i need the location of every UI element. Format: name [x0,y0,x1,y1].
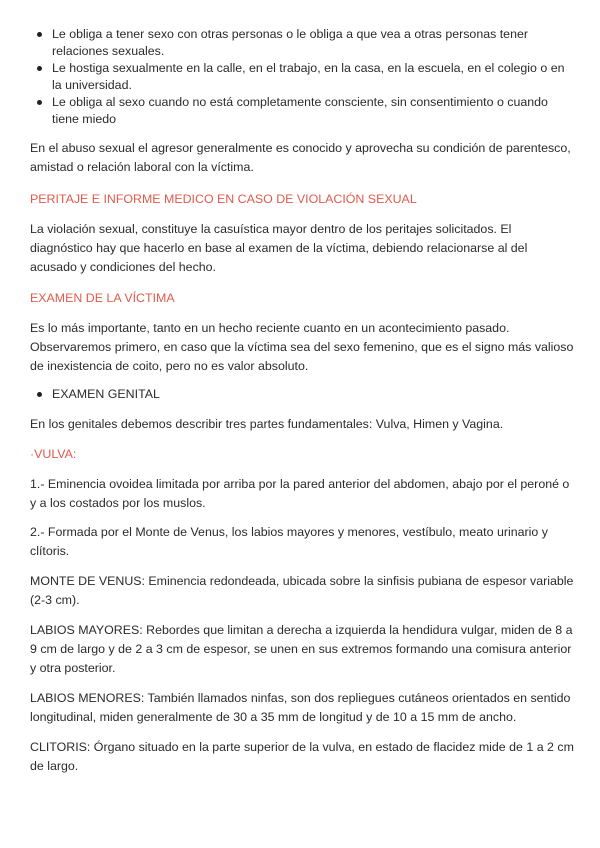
paragraph-2: 2.- Formada por el Monte de Venus, los labios mayores y menores, vestíbulo, meato urinario y clítoris. [30,525,548,558]
paragraph-importante: Es lo más importante, tanto en un hecho reciente cuanto en un acontecimiento pasado. Observaremos primero, en caso que la víctima sea del sexo femenino, que es el signo más valioso de inexistencia de coito, pero no es valor absoluto. [30,321,574,373]
paragraph-monte-venus: MONTE DE VENUS: Eminencia redondeada, ubicada sobre la sinfisis pubiana de espesor variable (2-3 cm). [30,574,574,607]
heading-examen-victima: EXAMEN DE LA VÍCTIMA [30,291,175,305]
top-bullet-list [30,26,575,128]
list-item: Le obliga al sexo cuando no está completamente consciente, sin consentimiento o cuando tiene miedo [30,94,575,128]
heading-peritaje: PERITAJE E INFORME MEDICO EN CASO DE VIOLACIÓN SEXUAL [30,192,417,206]
paragraph-labios-menores: LABIOS MENORES: También llamados ninfas, son dos repliegues cutáneos orientados en sentido longitudinal, miden generalmente de 30 a 35 mm de longitud y de 10 a 15 mm de ancho. [30,691,571,724]
bullet-icon [37,392,42,397]
paragraph-clitoris: CLITORIS: Órgano situado en la parte superior de la vulva, en estado de flacidez mide de 1 a 2 cm de largo. [30,740,574,773]
list-item: EXAMEN GENITAL [30,386,575,403]
genital-bullet-list [30,386,575,403]
list-item: Le obliga a tener sexo con otras personas o le obliga a que vea a otras personas tener relaciones sexuales. [30,26,575,60]
paragraph-1: 1.- Eminencia ovoidea limitada por arriba por la pared anterior del abdomen, abajo por el peroné o y a los costados por los muslos. [30,477,570,510]
paragraph-abuso: En el abuso sexual el agresor generalmente es conocido y aprovecha su condición de parentesco, amistad o relación laboral con la víctima. [30,141,571,174]
list-item: Le hostiga sexualmente en la calle, en el trabajo, en la casa, en la escuela, en el colegio o en la universidad. [30,60,575,94]
bullet-icon [37,66,42,71]
paragraph-violacion: La violación sexual, constituye la casuística mayor dentro de los peritajes solicitados. El diagnóstico hay que hacerlo en base al examen de la víctima, debiendo relacionarse al del acusado y condiciones del hecho. [30,222,528,274]
bullet-icon [37,100,42,105]
paragraph-labios-mayores: LABIOS MAYORES: Rebordes que limitan a derecha a izquierda la hendidura vulgar, miden de 8 a 9 cm de largo y de 2 a 3 cm de espesor, se unen en sus extremos formando una comisura anterior y otra posterior. [30,623,573,675]
paragraph-genitales: En los genitales debemos describir tres partes fundamentales: Vulva, Himen y Vagina. [30,417,504,431]
bullet-icon [37,32,42,37]
heading-vulva: ·VULVA: [30,447,77,461]
